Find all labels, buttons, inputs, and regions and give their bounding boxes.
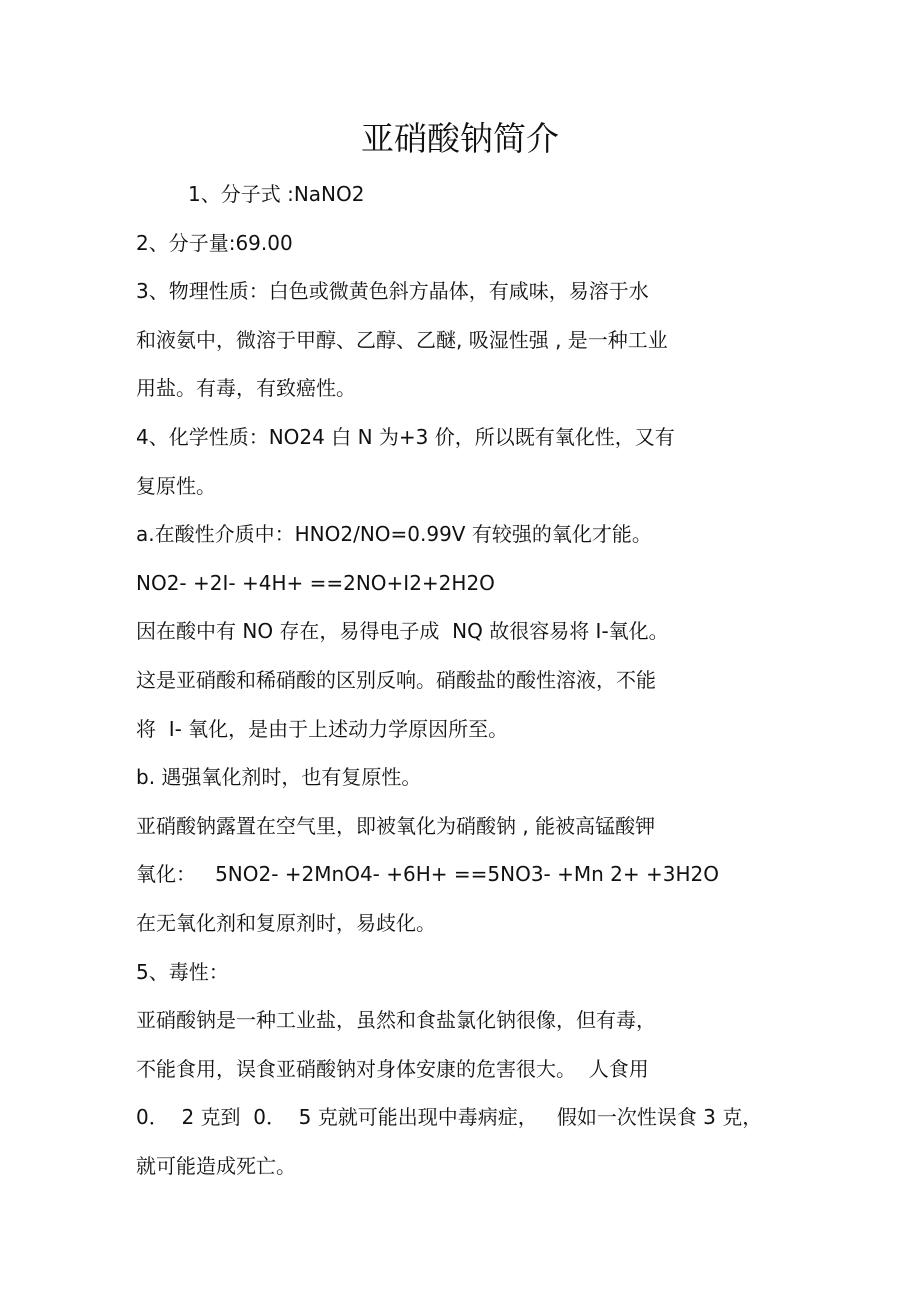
physical-properties-line-2: 和液氨中，微溶于甲醇、乙醇、乙醚, 吸湿性强 , 是一种工业	[136, 327, 668, 352]
disproportionation-line: 在无氧化剂和复原剂时，易歧化。	[136, 910, 436, 935]
explanation-line-1: 因在酸中有 NO 存在，易得电子成 NQ 故很容易将 I-氧化。	[136, 619, 669, 644]
air-exposure-line: 亚硝酸钠露置在空气里，即被氧化为硝酸钠 , 能被高锰酸钾	[136, 813, 656, 838]
chemical-properties-line-2: 复原性。	[136, 473, 216, 498]
reaction-equation-2: 氧化： 5NO2- +2MnO4- +6H+ ==5NO3- +Mn 2+ +3H2O	[136, 862, 720, 887]
chemical-properties-line-1: 4、化学性质：NO24 白 N 为+3 价，所以既有氧化性，又有	[136, 424, 675, 449]
document-title: 亚硝酸钠简介	[361, 119, 559, 158]
toxicity-heading: 5、毒性：	[136, 959, 229, 984]
toxicity-line-2: 不能食用，误食亚硝酸钠对身体安康的危害很大。 人食用	[136, 1056, 649, 1081]
explanation-line-2: 这是亚硝酸和稀硝酸的区别反响。硝酸盐的酸性溶液，不能	[136, 667, 656, 692]
explanation-line-3: 将 I- 氧化，是由于上述动力学原因所至。	[136, 716, 509, 741]
toxicity-line-1: 亚硝酸钠是一种工业盐，虽然和食盐氯化钠很像，但有毒，	[136, 1008, 656, 1033]
physical-properties-line-3: 用盐。有毒，有致癌性。	[136, 376, 356, 401]
toxicity-line-3: 0． 2 克到 0． 5 克就可能出现中毒病症， 假如一次性误食 3 克，	[136, 1105, 763, 1130]
molecular-weight-line: 2、分子量:69.00	[136, 230, 293, 255]
reaction-equation-1: NO2- +2I- +4H+ ==2NO+I2+2H2O	[136, 570, 495, 595]
formula-line: 1、分子式 :NaNO2	[188, 182, 365, 206]
toxicity-line-4: 就可能造成死亡。	[136, 1153, 296, 1178]
physical-properties-line-1: 3、物理性质：白色或微黄色斜方晶体，有咸味，易溶于水	[136, 279, 649, 304]
document-body	[136, 170, 836, 1190]
strong-oxidizer-line: b. 遇强氧化剂时，也有复原性。	[136, 765, 422, 790]
acidic-medium-line: a.在酸性介质中：HNO2/NO=0.99V 有较强的氧化才能。	[136, 522, 652, 547]
